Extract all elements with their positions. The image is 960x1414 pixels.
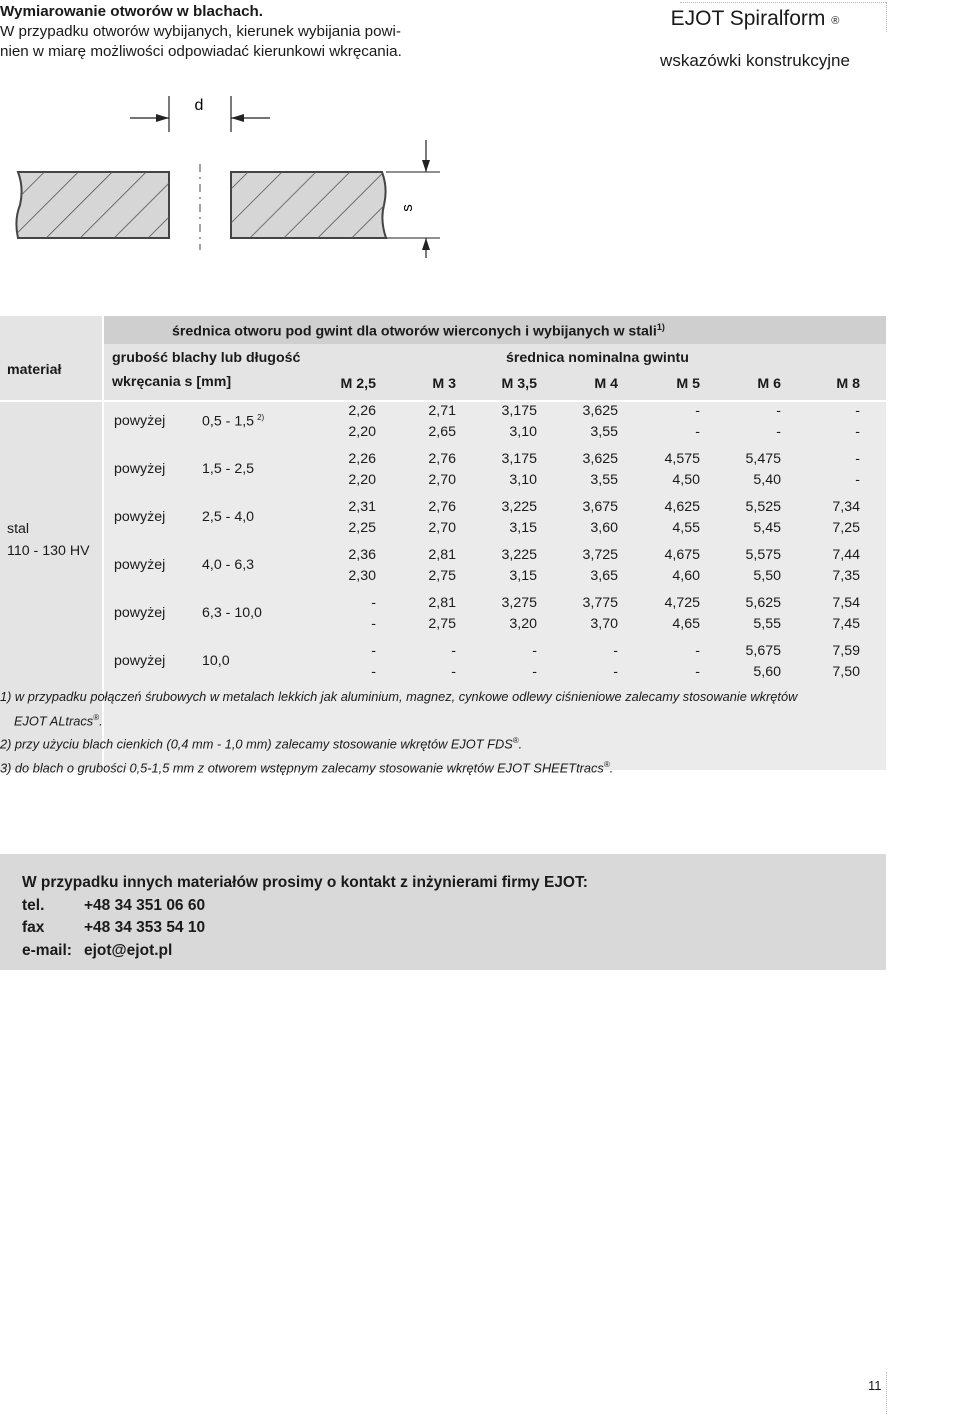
material-steel: stal — [7, 521, 30, 537]
cell-max-diameter: 3,675 — [582, 499, 618, 515]
cell-max-diameter: 2,81 — [428, 547, 456, 563]
brand-name: EJOT Spiralform ® — [670, 7, 840, 30]
cell-max-diameter: 4,625 — [664, 499, 700, 515]
cell-max-diameter: 3,175 — [501, 403, 537, 419]
cell-max-diameter: 3,775 — [582, 595, 618, 611]
cell-min-diameter: 2,20 — [348, 472, 376, 488]
cell-min-diameter: - — [613, 664, 618, 680]
cell-max-diameter: - — [855, 403, 860, 419]
top-dotted-corner — [886, 2, 887, 32]
cell-min-diameter: 3,20 — [509, 616, 537, 632]
cell-min-diameter: 3,10 — [509, 424, 537, 440]
cell-max-diameter: - — [532, 643, 537, 659]
cell-min-diameter: - — [855, 424, 860, 440]
cell-max-diameter: 5,575 — [745, 547, 781, 563]
footnote-2: 2) przy użyciu blach cienkich (0,4 mm - 1,0 mm) zalecamy stosowanie wkrętów EJOT FDS®. — [0, 736, 523, 752]
cell-max-diameter: 2,76 — [428, 499, 456, 515]
cell-max-diameter: 4,575 — [664, 451, 700, 467]
cell-min-diameter: - — [695, 664, 700, 680]
cell-max-diameter: 2,76 — [428, 451, 456, 467]
cell-max-diameter: - — [613, 643, 618, 659]
intro-line-2: nien w miarę możliwości odpowiadać kierunkowi wkręcania. — [0, 43, 402, 60]
cell-min-diameter: 2,30 — [348, 568, 376, 584]
cell-max-diameter: - — [371, 643, 376, 659]
cell-max-diameter: 2,71 — [428, 403, 456, 419]
size-header: M 6 — [757, 376, 781, 392]
footnotes — [0, 687, 880, 779]
cell-max-diameter: 2,36 — [348, 547, 376, 563]
cell-min-diameter: 7,50 — [832, 664, 860, 680]
cell-max-diameter: - — [695, 643, 700, 659]
size-header: M 8 — [836, 376, 860, 392]
cell-max-diameter: 5,675 — [745, 643, 781, 659]
cell-min-diameter: 4,55 — [672, 520, 700, 536]
cell-min-diameter: - — [776, 424, 781, 440]
intro-block — [0, 2, 440, 62]
cell-min-diameter: 2,70 — [428, 520, 456, 536]
cell-min-diameter: 5,50 — [753, 568, 781, 584]
cell-min-diameter: 3,70 — [590, 616, 618, 632]
contact-box — [0, 854, 886, 970]
contact-fax: fax +48 34 353 54 10 — [22, 919, 206, 936]
registered-mark: ® — [831, 15, 840, 27]
cell-min-diameter: 7,45 — [832, 616, 860, 632]
top-dotted-rule — [680, 2, 886, 3]
cell-max-diameter: 4,725 — [664, 595, 700, 611]
cell-min-diameter: 3,60 — [590, 520, 618, 536]
cell-min-diameter: 3,10 — [509, 472, 537, 488]
cell-min-diameter: - — [855, 472, 860, 488]
cell-min-diameter: - — [451, 664, 456, 680]
cell-max-diameter: 3,625 — [582, 451, 618, 467]
row-label: powyżej — [114, 461, 166, 477]
row-thickness-range: 4,0 - 6,3 — [202, 557, 255, 573]
cell-min-diameter: 4,60 — [672, 568, 700, 584]
row-thickness-range: 10,0 — [202, 653, 230, 669]
cell-max-diameter: - — [371, 595, 376, 611]
cell-min-diameter: 3,15 — [509, 568, 537, 584]
cell-min-diameter: 5,45 — [753, 520, 781, 536]
cell-min-diameter: - — [695, 424, 700, 440]
cell-max-diameter: - — [776, 403, 781, 419]
brand-header — [625, 6, 885, 72]
header-nominal-diameter: średnica nominalna gwintu — [506, 350, 689, 366]
header-material: materiał — [7, 362, 62, 378]
size-header: M 2,5 — [340, 376, 376, 392]
cell-max-diameter: 2,81 — [428, 595, 456, 611]
footnote-1-cont: EJOT ALtracs®. — [14, 712, 103, 728]
contact-heading: W przypadku innych materiałów prosimy o kontakt z inżynierami firmy EJOT: — [22, 874, 588, 891]
cell-max-diameter: 5,525 — [745, 499, 781, 515]
cell-min-diameter: 2,75 — [428, 616, 456, 632]
cell-min-diameter: - — [371, 664, 376, 680]
cell-min-diameter: 2,70 — [428, 472, 456, 488]
cell-min-diameter: 2,20 — [348, 424, 376, 440]
page-number: 11 — [868, 1378, 882, 1393]
cell-min-diameter: 5,60 — [753, 664, 781, 680]
cell-max-diameter: 3,225 — [501, 499, 537, 515]
brand-subtitle: wskazówki konstrukcyjne — [660, 51, 850, 70]
bottom-dotted-rule — [886, 1372, 887, 1414]
cell-max-diameter: 7,44 — [832, 547, 860, 563]
cell-max-diameter: 2,26 — [348, 451, 376, 467]
sheet-hole-diagram — [0, 80, 960, 260]
row-label: powyżej — [114, 509, 166, 525]
material-hardness: 110 - 130 HV — [7, 543, 90, 559]
cell-max-diameter: 3,275 — [501, 595, 537, 611]
cell-max-diameter: 5,625 — [745, 595, 781, 611]
row-thickness-range: 6,3 - 10,0 — [202, 605, 262, 621]
cell-min-diameter: 5,40 — [753, 472, 781, 488]
intro-line-1: W przypadku otworów wybijanych, kierunek wybijania powi- — [0, 23, 401, 40]
footnote-1: 1) w przypadku połączeń śrubowych w metalach lekkich jak aluminium, magnez, cynkowe odlewy ciśnieniowe zalecamy stosowanie wkrętów — [0, 689, 798, 704]
contact-tel: tel. +48 34 351 06 60 — [22, 896, 206, 914]
intro-title: Wymiarowanie otworów w blachach. — [0, 3, 264, 20]
cell-max-diameter: 3,725 — [582, 547, 618, 563]
row-label: powyżej — [114, 557, 166, 573]
cell-max-diameter: 2,26 — [348, 403, 376, 419]
cell-min-diameter: - — [532, 664, 537, 680]
cell-min-diameter: 7,35 — [832, 568, 860, 584]
size-header: M 3 — [432, 376, 456, 392]
cell-min-diameter: - — [371, 616, 376, 632]
header-thickness-line1: grubość blachy lub długość — [112, 350, 301, 366]
cell-min-diameter: 7,25 — [832, 520, 860, 536]
cell-max-diameter: 7,59 — [832, 643, 860, 659]
table-title: średnica otworu pod gwint dla otworów wierconych i wybijanych w stali$^{1)}$ — [172, 322, 665, 340]
cell-max-diameter: 4,675 — [664, 547, 700, 563]
footnote-3: 3) do blach o grubości 0,5-1,5 mm z otworem wstępnym zalecamy stosowanie wkrętów EJOT SHEETtracs®. — [0, 760, 614, 776]
cell-min-diameter: 2,25 — [348, 520, 376, 536]
cell-max-diameter: 5,475 — [745, 451, 781, 467]
row-thickness-range: 1,5 - 2,5 — [202, 461, 255, 477]
cell-min-diameter: 3,55 — [590, 424, 618, 440]
cell-max-diameter: - — [855, 451, 860, 467]
cell-min-diameter: 3,55 — [590, 472, 618, 488]
cell-min-diameter: 4,65 — [672, 616, 700, 632]
cell-max-diameter: 7,54 — [832, 595, 860, 611]
row-thickness-range: 2,5 - 4,0 — [202, 509, 255, 525]
size-header: M 5 — [676, 376, 700, 392]
dimension-s-label: s — [399, 204, 416, 212]
size-header: M 4 — [594, 376, 618, 392]
cell-max-diameter: 7,34 — [832, 499, 860, 515]
row-thickness-range: 0,5 - 1,5 $^{2)}$ — [202, 413, 265, 430]
row-label: powyżej — [114, 605, 166, 621]
cell-min-diameter: 3,15 — [509, 520, 537, 536]
cell-max-diameter: 3,625 — [582, 403, 618, 419]
cell-max-diameter: - — [695, 403, 700, 419]
row-label: powyżej — [114, 413, 166, 429]
contact-email[interactable]: e-mail: ejot@ejot.pl — [22, 941, 173, 959]
cell-min-diameter: 5,55 — [753, 616, 781, 632]
row-label: powyżej — [114, 653, 166, 669]
cell-min-diameter: 2,75 — [428, 568, 456, 584]
cell-max-diameter: 3,175 — [501, 451, 537, 467]
size-header: M 3,5 — [501, 376, 537, 392]
cell-max-diameter: - — [451, 643, 456, 659]
cell-max-diameter: 3,225 — [501, 547, 537, 563]
cell-min-diameter: 3,65 — [590, 568, 618, 584]
cell-max-diameter: 2,31 — [348, 499, 376, 515]
cell-min-diameter: 4,50 — [672, 472, 700, 488]
dimension-d-label: d — [194, 97, 204, 114]
cell-min-diameter: 2,65 — [428, 424, 456, 440]
header-thickness-line2: wkręcania s [mm] — [112, 374, 232, 390]
